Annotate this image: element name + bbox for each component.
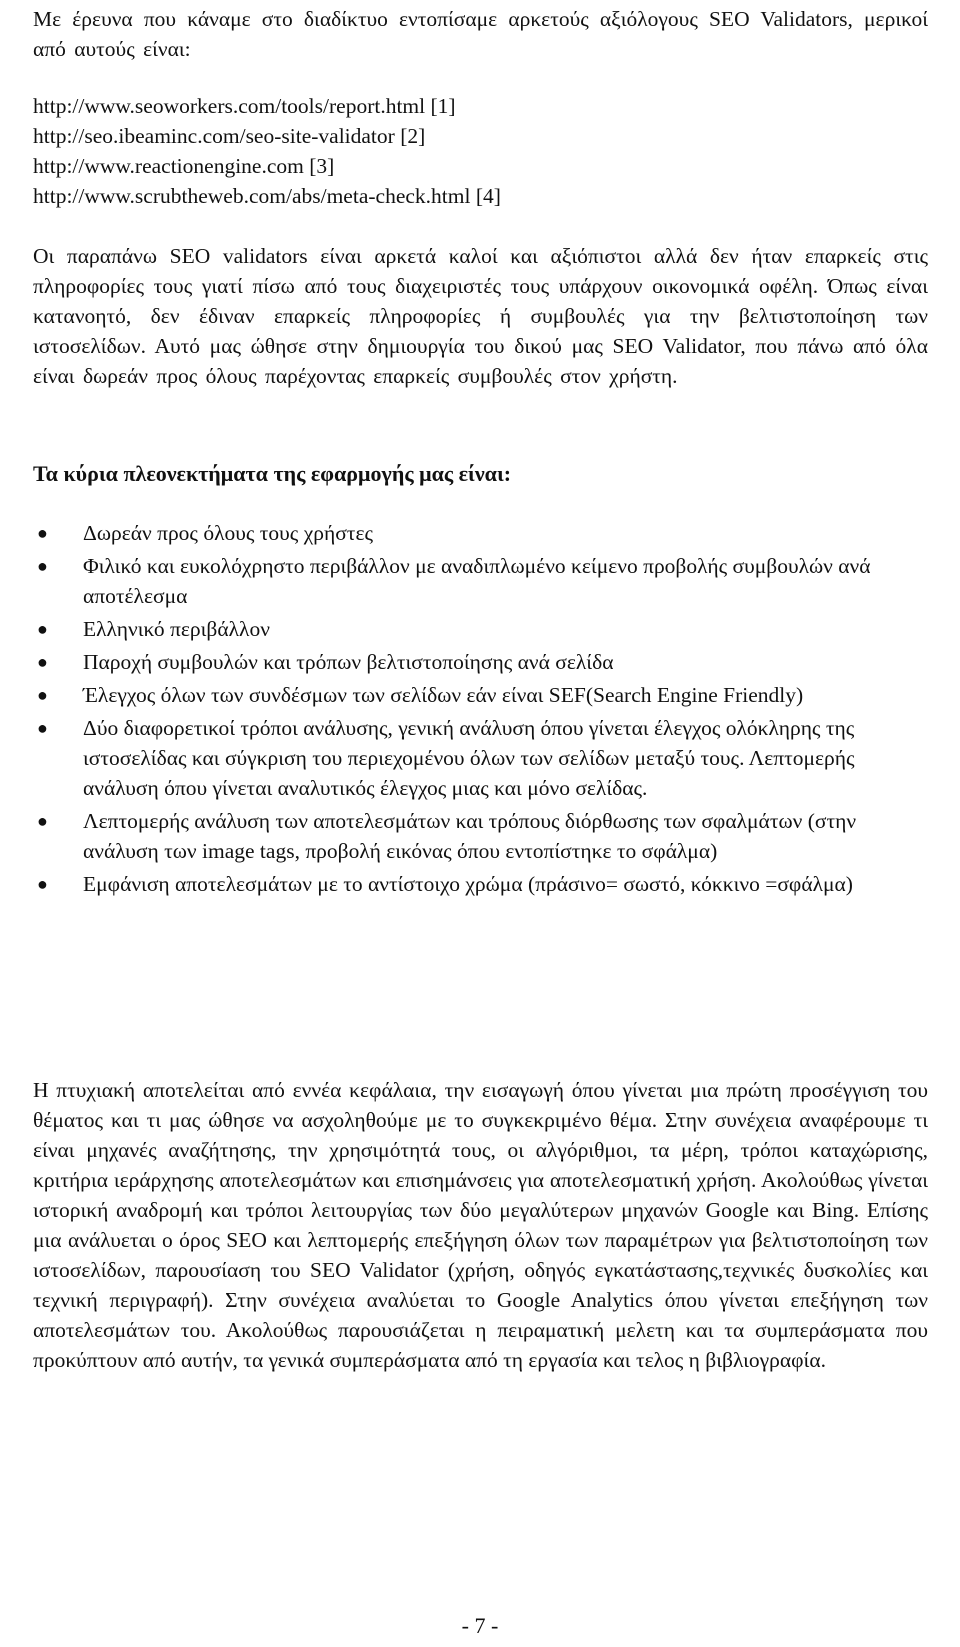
list-item [33,713,928,803]
bullet-icon: ● [37,685,48,705]
validators-paragraph: Οι παραπάνω SEO validators είναι αρκετά καλοί και αξιόπιστοι αλλά δεν ήταν επαρκείς στις πληροφορίες τους γιατί πίσω από τους διαχειριστές τους υπάρχουν οικονομικά οφέλη. Όπως είναι κατανοητό, δεν έδιναν επαρκείς πληροφορίες ή συμβουλές για την βελτιστοποίηση των ιστοσελίδων. Αυτό μας ώθησε στην δημιουργία του δικού μας SEO Validator, που πάνω από όλα είναι δωρεάν προς όλους παρέχοντας επαρκείς συμβουλές στον χρήστη. [33,244,928,388]
list-item-text: Δύο διαφορετικοί τρόποι ανάλυσης, γενική ανάλυση όπου γίνεται έλεγχος ολόκληρης της ιστοσελίδας και σύγκριση του περιεχομένου όλων των σελίδων μεταξύ τους. Λεπτομερής ανάλυση όπου γίνεται αναλυτικός έλεγχος μιας και μόνο σελίδας. [83,716,855,800]
list-item-text: Έλεγχος όλων των συνδέσμων των σελίδων εάν είναι SEF(Search Engine Friendly) [83,683,804,707]
list-item [33,551,928,611]
list-item [33,680,928,710]
list-item [33,869,928,899]
thesis-structure-paragraph: Η πτυχιακή αποτελείται από εννέα κεφάλαια, την εισαγωγή όπου γίνεται μια πρώτη προσέγγιση του θέματος και τι μας ώθησε να ασχοληθούμε με το συγκεκριμένο θέμα. Στην συνέχεια αναφέρουμε τι είναι μηχανές αναζήτησης, την χρησιμότητά τους, οι αλγόριθμοι, τα μέρη, τρόποι καταχώρισης, κριτήρια ιεράρχησης αποτελεσμάτων και επισημάνσεις για αποτελεσματική χρήση. Ακολούθως γίνεται ιστορική αναδρομή και τρόποι λειτουργίας των δύο μεγαλύτερων μηχανών Google και Bing. Επίσης μια ανάλυεται ο όρος SEO και λεπτομερής επεξήγηση όλων των παραμέτρων για βελτιστοποίηση των ιστοσελίδων, παρουσίαση του SEO Validator (χρήση, οδηγός εγκατάστασης,τεχνικές δυσκολίες και τεχνική περιγραφή). Στην συνέχεια αναλύεται το Google Analytics όπου γίνεται επεξήγηση των αποτελεσμάτων του. Ακολούθως παρουσιάζεται η πειραματική μελετη και τα συμπεράσματα που προκύπτουν από αυτήν, τα γενικά συμπεράσματα από τη εργασία και τελος η βιβλιογραφία. [33,1078,928,1372]
list-item [33,806,928,866]
page-number: - 7 - [461,1613,499,1638]
validator-url-3: http://www.reactionengine.com [3] [33,154,335,178]
validator-url-list [33,91,928,211]
validator-url-1: http://www.seoworkers.com/tools/report.html [1] [33,94,456,118]
bullet-icon: ● [37,523,48,543]
list-item-text: Φιλικό και ευκολόχρηστο περιβάλλον με αναδιπλωμένο κείμενο προβολής συμβουλών ανά αποτέλεσμα [83,554,871,608]
advantages-list [33,518,928,902]
list-item-text: Παροχή συμβουλών και τρόπων βελτιστοποίησης ανά σελίδα [83,650,614,674]
bullet-icon: ● [37,718,48,738]
list-item [33,614,928,644]
advantages-heading: Τα κύρια πλεονεκτήματα της εφαρμογής μας είναι: [33,461,512,486]
list-item-text: Λεπτομερής ανάλυση των αποτελεσμάτων και τρόπους διόρθωσης των σφαλμάτων (στην ανάλυση των image tags, προβολή εικόνας όπου εντοπίστηκε το σφάλμα) [83,809,857,863]
list-item [33,647,928,677]
bullet-icon: ● [37,652,48,672]
bullet-icon: ● [37,811,48,831]
bullet-icon: ● [37,619,48,639]
intro-paragraph: Με έρευνα που κάναμε στο διαδίκτυο εντοπίσαμε αρκετούς αξιόλογους SEO Validators, μερικοί από αυτούς είναι: [33,7,928,61]
validator-url-2: http://seo.ibeaminc.com/seo-site-validator [2] [33,124,426,148]
list-item-text: Εμφάνιση αποτελεσμάτων με το αντίστοιχο χρώμα (πράσινο= σωστό, κόκκινο =σφάλμα) [83,872,853,896]
list-item [33,518,928,548]
list-item-text: Δωρεάν προς όλους τους χρήστες [83,521,373,545]
bullet-icon: ● [37,556,48,576]
bullet-icon: ● [37,874,48,894]
list-item-text: Ελληνικό περιβάλλον [83,617,270,641]
validator-url-4: http://www.scrubtheweb.com/abs/meta-check.html [4] [33,184,501,208]
